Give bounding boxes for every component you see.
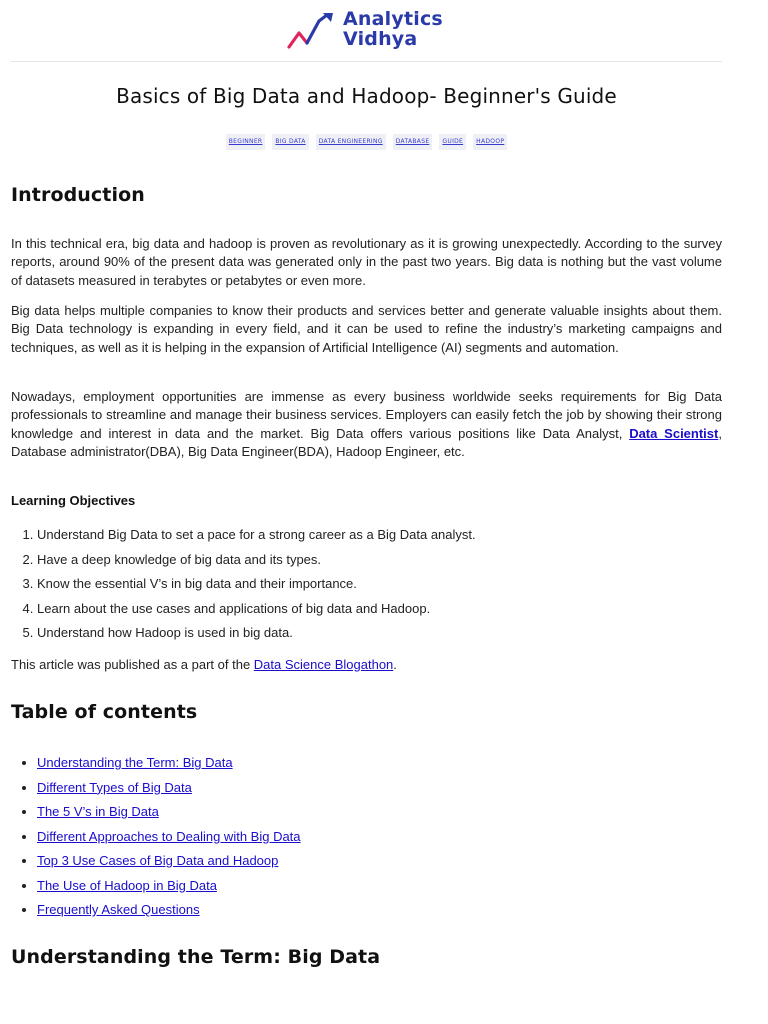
- header-divider: [11, 61, 722, 62]
- list-item: 4. Learn about the use cases and applications of big data and Hadoop.: [37, 600, 722, 625]
- tag-big-data[interactable]: BIG DATA: [272, 134, 308, 150]
- introduction-heading: Introduction: [11, 184, 145, 206]
- tag-list: [11, 134, 722, 150]
- toc-item: [37, 754, 722, 779]
- table-of-contents: [11, 754, 722, 926]
- toc-link-types-of-big-data[interactable]: Different Types of Big Data: [37, 779, 192, 795]
- blogathon-text-after: .: [393, 657, 397, 672]
- tag-beginner[interactable]: BEGINNER: [226, 134, 266, 150]
- list-item: 3. Know the essential V’s in big data and their importance.: [37, 575, 722, 600]
- tag-data-engineering[interactable]: DATA ENGINEERING: [316, 134, 386, 150]
- intro-p3-text-before: Nowadays, employment opportunities are immense as every business worldwide seeks requirements for Big Data professionals to streamline and manage their business services. Employers can easily fetch the job by showing their strong knowledge and interest in data and the market. Big Data offers various positions like Data Analyst,: [11, 389, 722, 441]
- list-item: 2. Have a deep knowledge of big data and its types.: [37, 551, 722, 576]
- section-heading-understanding-big-data: Understanding the Term: Big Data: [11, 946, 381, 968]
- blogathon-note: [11, 657, 397, 672]
- toc-link-approaches[interactable]: Different Approaches to Dealing with Big Data: [37, 828, 301, 844]
- analytics-vidhya-logo[interactable]: [287, 9, 467, 55]
- article-title: Basics of Big Data and Hadoop- Beginner's Guide: [116, 84, 617, 108]
- intro-p3-text-after: , Database administrator(DBA), Big Data Engineer(BDA), Hadoop Engineer, etc.: [11, 425, 722, 459]
- toc-link-hadoop-in-big-data[interactable]: The Use of Hadoop in Big Data: [37, 877, 217, 893]
- list-item: 1. Understand Big Data to set a pace for a strong career as a Big Data analyst.: [37, 526, 722, 551]
- toc-link-understanding-big-data[interactable]: Understanding the Term: Big Data: [37, 755, 233, 770]
- toc-item: [37, 852, 722, 877]
- learning-objectives-list: [11, 526, 722, 649]
- toc-item: [37, 828, 722, 853]
- toc-item: [37, 779, 722, 804]
- toc-item: [37, 901, 722, 926]
- logo-wordmark: [343, 9, 443, 49]
- toc-link-faq[interactable]: Frequently Asked Questions: [37, 902, 200, 917]
- tag-database[interactable]: DATABASE: [393, 134, 433, 150]
- data-scientist-link[interactable]: Data Scientist: [629, 425, 719, 441]
- intro-paragraph-2: Big data helps multiple companies to know their products and services better and generate valuable insights about them. Big Data technology is expanding in every field, and it can be used to refine the industry’s marketing campaigns and techniques, as well as it is helping in the expansion of Artificial Intelligence (AI) segments and automation.: [11, 303, 722, 355]
- logo-line2: Vidhya: [343, 28, 418, 50]
- toc-link-5-vs[interactable]: The 5 V’s in Big Data: [37, 804, 159, 819]
- learning-objectives-heading: Learning Objectives: [11, 493, 136, 508]
- logo-chart-icon: [287, 11, 337, 51]
- toc-heading: Table of contents: [11, 701, 198, 723]
- list-item: 5. Understand how Hadoop is used in big data.: [37, 624, 722, 649]
- logo-line1: Analytics: [343, 8, 443, 30]
- tag-hadoop[interactable]: HADOOP: [473, 134, 507, 150]
- intro-paragraph-3: [11, 388, 722, 461]
- toc-item: [37, 803, 722, 828]
- toc-item: [37, 877, 722, 902]
- intro-paragraph-1: In this technical era, big data and hadoop is proven as revolutionary as it is growing unexpectedly. According to the survey reports, around 90% of the present data was generated only in the past two years. Big data is nothing but the vast volume of datasets measured in terabytes or petabytes or even more.: [11, 236, 722, 288]
- toc-link-use-cases[interactable]: Top 3 Use Cases of Big Data and Hadoop: [37, 853, 279, 868]
- tag-guide[interactable]: GUIDE: [439, 134, 466, 150]
- blogathon-text-before: This article was published as a part of the: [11, 657, 254, 672]
- data-science-blogathon-link[interactable]: Data Science Blogathon: [253, 657, 394, 672]
